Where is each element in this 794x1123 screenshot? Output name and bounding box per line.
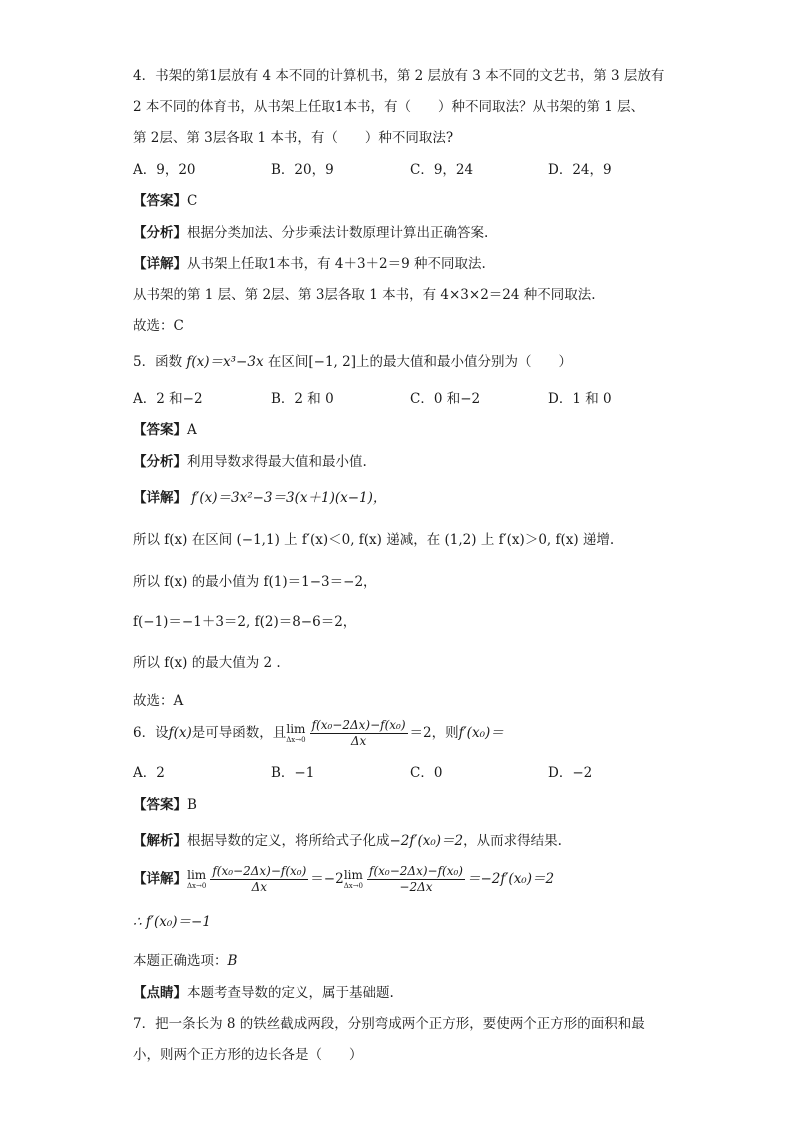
- q6-fraction: [310, 718, 408, 749]
- correct-label: 本题正确选项：: [133, 953, 228, 969]
- q4-option-a: A．9，20: [133, 162, 196, 178]
- q7-stem-line2: 小，则两个正方形的边长各是（ ）: [133, 1047, 363, 1063]
- detail-tag: 【详解】: [133, 256, 187, 272]
- therefore-text: ∴ f′(x₀)＝−1: [133, 914, 211, 930]
- q6-detail-limit-1: [187, 869, 206, 890]
- analysis-tag: 【解析】: [133, 833, 187, 849]
- q5-option-a: A．2 和−2: [133, 391, 203, 407]
- lim-text: lim: [187, 868, 207, 882]
- q5-stem: [133, 353, 572, 371]
- comment-text: 本题考查导数的定义，属于基础题.: [187, 985, 394, 1001]
- q4-option-d: D．24，9: [548, 162, 612, 178]
- q4-stem-line1: 4．书架的第1层放有 4 本不同的计算机书，第 2 层放有 3 本不同的文艺书，第 3 层放有: [133, 68, 665, 84]
- q7-stem-line1: 7．把一条长为 8 的铁丝截成两段，分别弯成两个正方形，要使两个正方形的面积和最: [133, 1016, 645, 1032]
- answer-tag: 【答案】: [133, 797, 187, 813]
- q5-stem-suffix: 上的最大值和最小值分别为（ ）: [355, 354, 572, 370]
- answer-tag: 【答案】: [133, 193, 187, 209]
- q5-answer: [133, 421, 197, 439]
- lim-subscript: Δx→0: [343, 882, 364, 890]
- answer-value: B: [187, 797, 197, 813]
- q4-option-c: C．9，24: [410, 162, 474, 178]
- q6-stem-mid: 是可导函数，且: [191, 725, 287, 741]
- q4-stem-line3: 第 2层、第 3层各取 1 本书，有（ ）种不同取法?: [133, 130, 454, 146]
- q4-stem-line2: 2 本不同的体育书，从书架上任取1本书，有（ ）种不同取法？从书架的第 1 层、: [133, 99, 645, 115]
- q6-detail-limit-2: [344, 869, 363, 890]
- q5-stem-mid: 在区间: [267, 354, 309, 370]
- q5-option-b: B．2 和 0: [271, 391, 334, 407]
- q4-answer: [133, 192, 197, 210]
- comment-tag: 【点睛】: [133, 985, 187, 1001]
- frac-denominator: −2Δx: [399, 880, 433, 894]
- frac-numerator: f(x₀−2Δx)−f(x₀): [212, 864, 307, 878]
- detail-tag: 【详解】: [133, 871, 187, 887]
- analysis-tag: 【分析】: [133, 454, 187, 470]
- answer-value: C: [187, 193, 198, 209]
- q6-option-b: B．−1: [271, 765, 315, 781]
- analysis-text: 根据分类加法、分步乘法计数原理计算出正确答案.: [187, 225, 489, 241]
- q5-detail: [133, 489, 386, 507]
- q6-detail-end: ＝−2f′(x₀)＝2: [466, 871, 555, 887]
- q4-detail-1: [133, 255, 486, 273]
- q6-correct-option: [133, 952, 237, 970]
- q6-analysis: [133, 832, 562, 850]
- q6-fx: f(x): [168, 725, 192, 741]
- q6-detail-mid: ＝−2: [310, 871, 344, 887]
- q4-option-b: B．20，9: [271, 162, 334, 178]
- q6-detail: [133, 864, 554, 895]
- q6-comment: [133, 984, 394, 1002]
- q6-option-a: A．2: [133, 765, 165, 781]
- answer-value: A: [187, 422, 197, 438]
- q4-detail-2: 从书架的第 1 层、第 2层、第 3层各取 1 本书，有 4×3×2＝24 种不同取法.: [133, 287, 596, 303]
- frac-denominator: Δx: [350, 734, 367, 748]
- detail-tag: 【详解】: [133, 490, 187, 506]
- q5-values: f(−1)＝−1＋3＝2, f(2)＝8−6＝2，: [133, 614, 357, 630]
- lim-subscript: Δx→0: [286, 736, 306, 744]
- answer-tag: 【答案】: [133, 422, 187, 438]
- q6-answer: [133, 796, 197, 814]
- q6-detail-fraction-2: [367, 864, 465, 895]
- q4-choose: 故选：C: [133, 318, 184, 334]
- q6-stem-eq: ＝2，则: [409, 725, 459, 741]
- q5-minimum: 所以 f(x) 的最小值为 f(1)＝1−3＝−2，: [133, 574, 377, 590]
- q6-stem-prefix: 6．设: [133, 725, 169, 741]
- q5-option-d: D．1 和 0: [548, 391, 612, 407]
- frac-denominator: Δx: [251, 880, 268, 894]
- q6-option-d: D．−2: [548, 765, 593, 781]
- q5-stem-prefix: 5．函数: [133, 354, 183, 370]
- q5-maximum: 所以 f(x) 的最大值为 2 .: [133, 655, 281, 671]
- q5-analysis: [133, 453, 367, 471]
- q5-choose: 故选：A: [133, 693, 184, 709]
- analysis-text-end: ，从而求得结果.: [463, 833, 562, 849]
- lim-text: lim: [343, 868, 363, 882]
- frac-numerator: f(x₀−2Δx)−f(x₀): [311, 718, 406, 732]
- q6-stem-target: f′(x₀)＝: [458, 725, 504, 741]
- lim-text: lim: [286, 722, 306, 736]
- q5-monotonicity: 所以 f(x) 在区间 (−1,1) 上 f′(x)＜0, f(x) 递减，在 (1,2) 上 f′(x)＞0, f(x) 递增.: [133, 532, 615, 548]
- q6-detail-fraction-1: [210, 864, 308, 895]
- q5-interval: [−1, 2]: [308, 354, 356, 370]
- correct-value: B: [227, 953, 238, 969]
- q4-analysis: [133, 224, 488, 242]
- analysis-math: −2f′(x₀)＝2: [389, 833, 464, 849]
- frac-numerator: f(x₀−2Δx)−f(x₀): [369, 864, 463, 878]
- analysis-text: 根据导数的定义，将所给式子化成: [187, 833, 390, 849]
- q5-option-c: C．0 和−2: [410, 391, 481, 407]
- q5-derivative: f′(x)＝3x²−3＝3(x＋1)(x−1)，: [191, 490, 387, 506]
- q5-function: f(x)＝x³−3x: [186, 354, 264, 370]
- analysis-tag: 【分析】: [133, 225, 187, 241]
- lim-subscript: Δx→0: [187, 882, 207, 890]
- q6-limit: [286, 723, 305, 744]
- q6-stem: [133, 718, 504, 749]
- q6-option-c: C．0: [410, 765, 443, 781]
- detail-text: 从书架上任取1本书，有 4＋3＋2＝9 种不同取法.: [187, 256, 486, 272]
- q6-therefore: [133, 913, 211, 931]
- analysis-text: 利用导数求得最大值和最小值.: [187, 454, 367, 470]
